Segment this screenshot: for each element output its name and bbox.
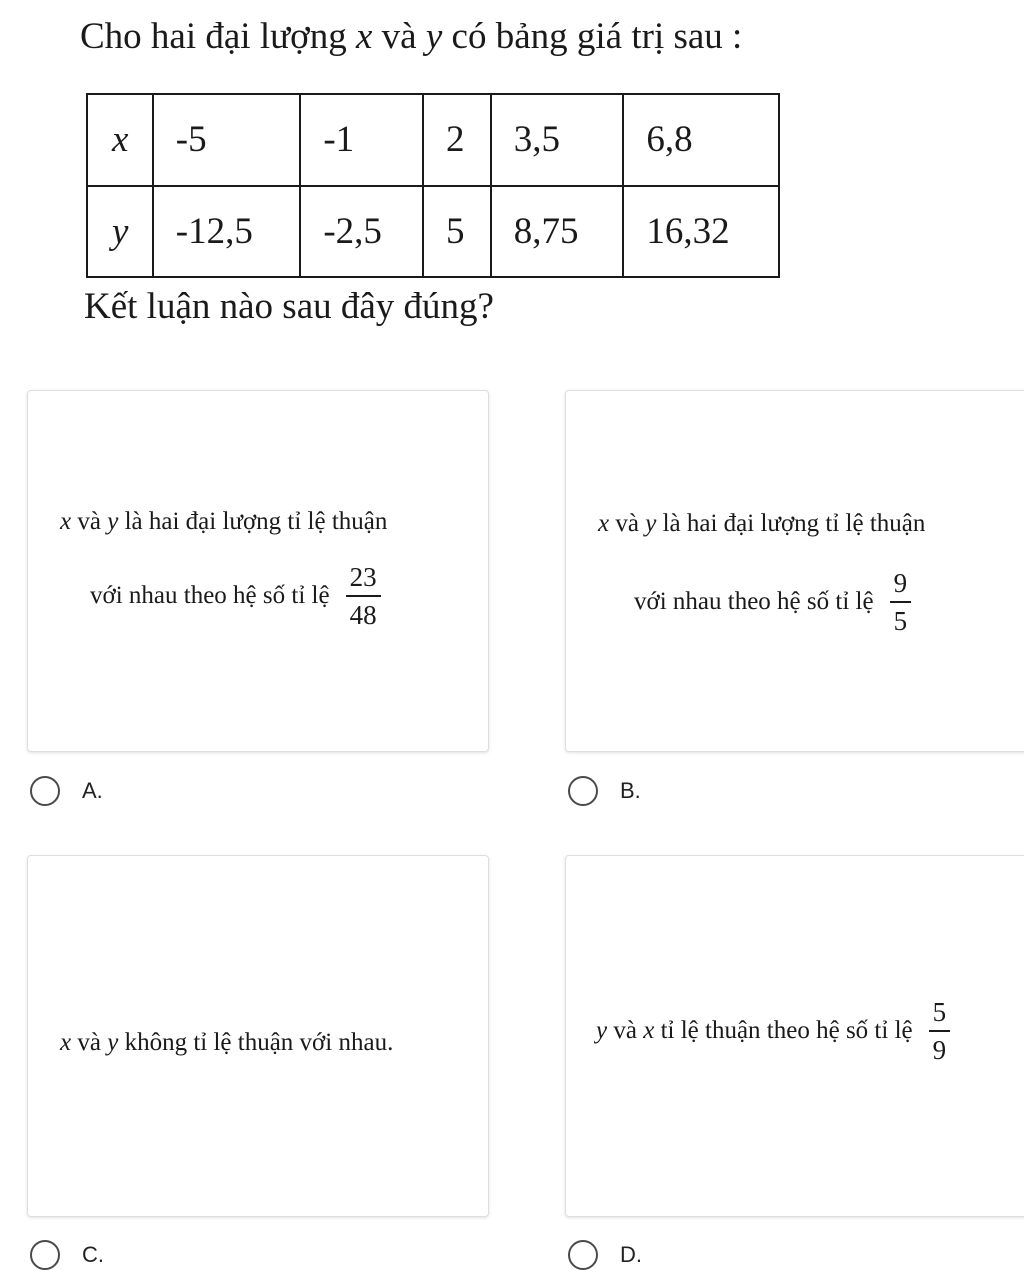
title-suffix: có bảng giá trị sau : bbox=[442, 16, 743, 57]
option-d-denominator: 9 bbox=[932, 1035, 947, 1065]
option-a-numerator: 23 bbox=[346, 561, 381, 597]
option-b-rest: là hai đại lượng tỉ lệ thuận bbox=[656, 510, 926, 537]
option-c-var-b: y bbox=[107, 1029, 119, 1056]
option-b-radio-row[interactable] bbox=[568, 776, 641, 806]
table-cell: 5 bbox=[423, 186, 491, 278]
option-b-fraction bbox=[890, 567, 912, 637]
option-d-rest: tỉ lệ thuận theo hệ số tỉ lệ bbox=[654, 1017, 913, 1044]
option-c-radio-row[interactable] bbox=[30, 1240, 104, 1270]
value-table bbox=[86, 93, 780, 278]
option-d-var-b: x bbox=[643, 1017, 655, 1044]
option-b-numerator: 9 bbox=[890, 567, 912, 603]
option-b-var-b: y bbox=[645, 510, 657, 537]
option-d-fraction bbox=[929, 996, 951, 1066]
table-row-x bbox=[87, 94, 779, 186]
title-var-y: y bbox=[425, 16, 443, 57]
option-b-card[interactable] bbox=[565, 390, 1024, 752]
title-middle: và bbox=[372, 16, 426, 57]
table-header-y: y bbox=[87, 186, 153, 278]
option-a-line2-text: với nhau theo hệ số tỉ lệ bbox=[90, 582, 330, 609]
option-a-fraction bbox=[346, 561, 381, 631]
option-d-label: D. bbox=[620, 1242, 642, 1267]
option-d-text bbox=[596, 1017, 913, 1045]
table-cell: -1 bbox=[300, 94, 423, 186]
option-d-radio-row[interactable] bbox=[568, 1240, 642, 1270]
option-d-numerator: 5 bbox=[929, 996, 951, 1032]
option-a-card[interactable] bbox=[27, 390, 489, 752]
option-a-rest: là hai đại lượng tỉ lệ thuận bbox=[118, 508, 388, 535]
table-cell: -2,5 bbox=[300, 186, 423, 278]
option-b-label: B. bbox=[620, 778, 641, 803]
option-a-denominator: 48 bbox=[349, 600, 377, 630]
option-c-rest: không tỉ lệ thuận với nhau. bbox=[118, 1029, 394, 1056]
option-c-label: C. bbox=[82, 1242, 104, 1267]
title-prefix: Cho hai đại lượng bbox=[80, 16, 356, 57]
option-a-radio[interactable] bbox=[30, 776, 60, 806]
option-d-card[interactable] bbox=[565, 855, 1024, 1217]
option-c-var-a: x bbox=[60, 1029, 72, 1056]
title-var-x: x bbox=[355, 16, 373, 57]
option-d-radio[interactable] bbox=[568, 1240, 598, 1270]
table-cell: 6,8 bbox=[623, 94, 779, 186]
option-d-var-a: y bbox=[596, 1017, 608, 1044]
table-cell: -5 bbox=[153, 94, 301, 186]
option-b-line2-text: với nhau theo hệ số tỉ lệ bbox=[634, 588, 874, 615]
table-cell: 2 bbox=[423, 94, 491, 186]
option-b-var-a: x bbox=[598, 510, 610, 537]
option-b-line2 bbox=[634, 567, 911, 637]
table-cell: -12,5 bbox=[153, 186, 301, 278]
option-d-line1 bbox=[596, 996, 950, 1066]
option-b-radio[interactable] bbox=[568, 776, 598, 806]
option-c-radio[interactable] bbox=[30, 1240, 60, 1270]
table-cell: 16,32 bbox=[623, 186, 779, 278]
option-a-label: A. bbox=[82, 778, 103, 803]
option-c-line1 bbox=[60, 1026, 393, 1060]
table-row-y bbox=[87, 186, 779, 278]
option-a-mid: và bbox=[71, 508, 108, 535]
option-b-mid: và bbox=[609, 510, 646, 537]
question-title bbox=[80, 12, 742, 62]
option-a-var-b: y bbox=[107, 508, 119, 535]
table-cell: 3,5 bbox=[491, 94, 624, 186]
option-a-var-a: x bbox=[60, 508, 72, 535]
option-a-line1 bbox=[60, 505, 387, 539]
option-a-line2 bbox=[90, 561, 381, 631]
option-c-card[interactable] bbox=[27, 855, 489, 1217]
question-prompt: Kết luận nào sau đây đúng? bbox=[84, 286, 494, 327]
table-header-x: x bbox=[87, 94, 153, 186]
option-b-line1 bbox=[598, 507, 925, 541]
option-c-mid: và bbox=[71, 1029, 108, 1056]
option-a-radio-row[interactable] bbox=[30, 776, 103, 806]
table-cell: 8,75 bbox=[491, 186, 624, 278]
option-d-mid: và bbox=[607, 1017, 644, 1044]
option-b-denominator: 5 bbox=[893, 606, 908, 636]
